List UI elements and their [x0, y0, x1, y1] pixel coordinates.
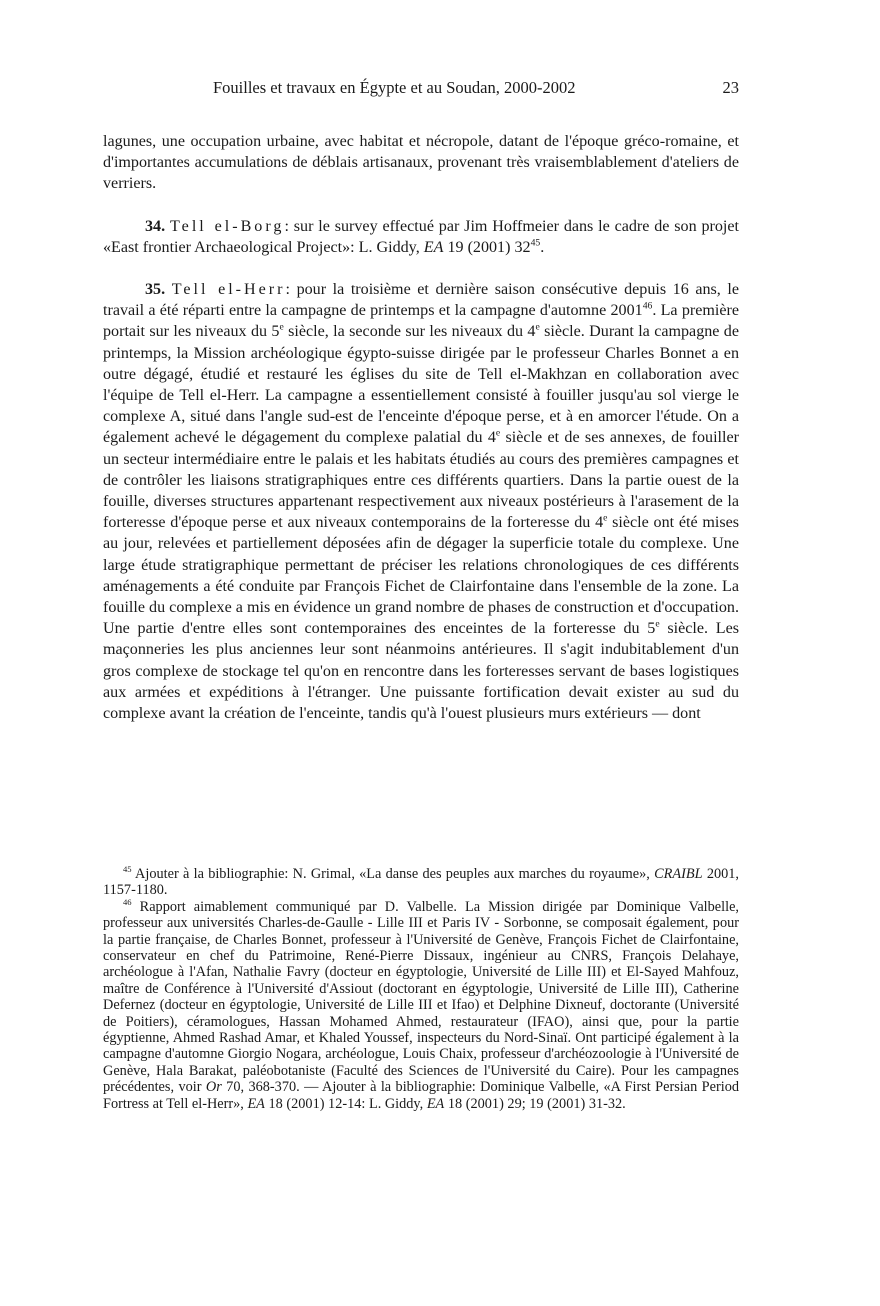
footnote-ref[interactable]: 45 [530, 237, 541, 249]
entry-number: 35. [145, 281, 166, 299]
ordinal-suffix: e [279, 322, 284, 334]
entry-text: siècle. Les maçonneries les plus anciennes leur sont néanmoins antérieures. Il s'agit indubitablement d'un gros complexe de stockage tel qu'on en rencontre dans les forteresses servant de bases logistiques aux armées et expéditions à l'étranger. Une puissante fortification devait exister au sud du complexe avant la création de l'enceinte, tandis qu'à l'ouest plusieurs murs extérieurs — dont [103, 620, 739, 723]
journal-abbrev: EA [423, 238, 444, 256]
footnote-text: Ajouter à la bibliographie: N. Grimal, «La danse des peuples aux marches du royaume», [131, 866, 655, 882]
footnote-ref[interactable]: 46 [642, 300, 653, 312]
entry-text: . La première portait sur les niveaux du 5 [103, 302, 740, 341]
journal-abbrev: Or [205, 1079, 222, 1096]
footnote-mark: 46 [123, 897, 132, 908]
entry-34 [103, 216, 739, 258]
page-number: 23 [722, 78, 739, 97]
site-name: Tell el-Herr [171, 281, 286, 299]
entry-number: 34. [145, 217, 166, 235]
site-name: Tell el-Borg [169, 217, 285, 235]
ordinal-suffix: e [603, 512, 608, 524]
footnote-45 [103, 866, 739, 899]
journal-abbrev: EA [426, 1095, 445, 1112]
footnote-mark: 45 [123, 864, 132, 875]
ordinal-suffix: e [655, 618, 660, 630]
entry-text: siècle, la seconde sur les niveaux du 4 [283, 323, 536, 341]
entry-text: : sur le survey effectué par Jim Hoffmeier dans le cadre de son projet «East frontier Archaeological Project»: L. Giddy, [103, 217, 740, 256]
footnote-text: 18 (2001) 12-14: L. Giddy, [264, 1095, 427, 1112]
entry-text: : pour la troisième et dernière saison consécutive depuis 16 ans, le travail a été réparti entre la campagne de printemps et la campagne d'automne 2001 [103, 281, 739, 320]
footnotes [103, 866, 739, 1112]
ordinal-suffix: e [535, 322, 540, 334]
footnote-text: Rapport aimablement communiqué par D. Valbelle. La Mission dirigée par Dominique Valbelle, professeur aux universités Charles-de-Gaulle - Lille III et Paris IV - Sorbonne, se composait également, pour la partie française, de Charles Bonnet, professeur à l'Université de Genève, François Fichet de Clairfontaine, conservateur en chef du Patrimoine, René-Pierre Dissaux, ingénieur au CNRS, François Delahaye, archéologue à l'Afan, Nathalie Favry (docteur en égyptologie, Université de Lille III) et El-Sayed Mahfouz, maître de Conférence à l'Université d'Assiout (doctorant en égyptologie, Université de Lille III), Catherine Defernez (docteur en égyptologie, Université de Lille III et Ifao) et Delphine Dixneuf, doctorante (Université de Poitiers), céramologues, Hassan Mohamed Ahmed, restaurateur (IFAO), ainsi que, pour la partie égyptienne, Ahmed Rashad Amar, et Khaled Youssef, inspecteurs du Nord-Sinaï. Ont participé également à la campagne d'automne Giorgio Nogara, archéologue, Louis Chaix, professeur d'archéozoologie à l'Université de Genève, Hala Barakat, paléobotaniste (Faculté des Sciences de l'Université du Caire). Pour les campagnes précédentes, voir [103, 898, 739, 1096]
entry-text: 19 (2001) 32 [443, 238, 531, 256]
running-title: Fouilles et travaux en Égypte et au Soudan, 2000-2002 [213, 78, 576, 97]
ordinal-suffix: e [495, 428, 501, 440]
footnote-text: 2001, 1157-1180. [103, 866, 739, 899]
footnote-46 [103, 899, 739, 1112]
footnote-text: 70, 368-370. — Ajouter à la bibliographie: Dominique Valbelle, «A First Persian Period Fortress at Tell el-Herr», [103, 1079, 739, 1112]
journal-abbrev: CRAIBL [654, 866, 703, 882]
entry-text: siècle et de ses annexes, de fouiller un secteur intermédiaire entre le palais et les habitats étudiés au cours des premières campagnes et de contrôler les liaisons stratigraphiques entre ces différents quartiers. Dans la partie ouest de la fouille, diverses structures appartenant respectivement aux niveaux postérieurs à l'arasement de la forteresse d'époque perse et aux niveaux contemporains de la forteresse du 4 [103, 429, 739, 532]
entry-text: siècle. Durant la campagne de printemps, la Mission archéologique égypto-suisse dirigée par le professeur Charles Bonnet a en outre dégagé, étudié et restauré les églises du site de Tell el-Makhzan en collaboration avec l'équipe de Tell el-Herr. La campagne a essentiellement consisté à fouiller jusqu'au sol vierge le complexe A, situé dans l'angle sud-est de l'enceinte d'époque perse, et à en amorcer l'étude. On a également achevé le dégagement du complexe palatial du 4 [103, 323, 739, 447]
running-head [103, 78, 739, 100]
entry-text: siècle ont été mises au jour, relevées et partiellement déposées afin de dégager la superficie totale du complexe. Une large étude stratigraphique permettant de préciser les relations chronologiques de ces différents aménagements a été conduite par François Fichet de Clairfontaine dans l'ensemble de la zone. La fouille du complexe a mis en évidence un grand nombre de phases de construction et d'occupation. Une partie d'entre elles sont contemporaines des enceintes de la forteresse du 5 [103, 514, 739, 638]
entry-text: . [540, 238, 545, 256]
body-text [103, 131, 739, 724]
footnote-text: 18 (2001) 29; 19 (2001) 31-32. [444, 1095, 626, 1112]
entry-35 [103, 279, 739, 724]
paragraph-continuation: lagunes, une occupation urbaine, avec habitat et nécropole, datant de l'époque gréco-romaine, et d'importantes accumulations de déblais artisanaux, provenant très vraisemblablement d'ateliers de verriers. [103, 133, 739, 193]
journal-abbrev: EA [247, 1095, 265, 1112]
